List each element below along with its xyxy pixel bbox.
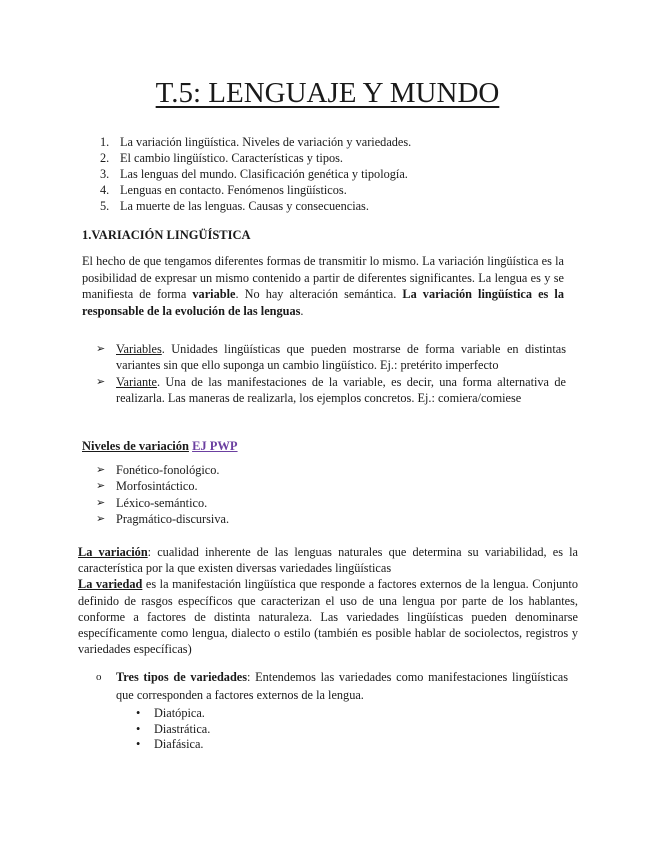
bullet-icon: •: [136, 721, 141, 736]
ej-pwp-link[interactable]: EJ PWP: [192, 439, 238, 453]
list-item: ➢ Variante. Una de las manifestaciones de la variable, es decir, una forma alternativa de realizarla. Las maneras de realizarla, los ejemplos concretos. Ej.: comiera/comiese: [96, 374, 566, 406]
bullet-icon: •: [136, 706, 141, 720]
toc-item: 1. La variación lingüística. Niveles de variación y variedades.: [100, 135, 412, 149]
arrow-bullet-icon: ➢: [96, 480, 106, 493]
niveles-list: [96, 462, 229, 528]
toc-item: 3. Las lenguas del mundo. Clasificación genética y tipología.: [100, 167, 408, 181]
definitions-paragraph: [78, 544, 578, 657]
list-item: • Diafásica.: [136, 737, 204, 752]
circle-bullet-icon: o: [96, 671, 102, 683]
list-item: ➢ Pragmático-discursiva.: [96, 512, 230, 527]
list-item: • Diastrática.: [136, 721, 211, 736]
arrow-bullet-icon: ➢: [96, 464, 106, 476]
list-item: ➢ Morfosintáctico.: [96, 479, 198, 494]
list-item: ➢ Léxico-semántico.: [96, 495, 208, 510]
arrow-bullet-icon: ➢: [96, 496, 106, 509]
toc-item: 4. Lenguas en contacto. Fenómenos lingüísticos.: [100, 183, 347, 197]
list-item: ➢ Fonético-fonológico.: [96, 463, 220, 477]
arrow-bullet-icon: ➢: [96, 513, 106, 526]
tres-tipos-item: o Tres tipos de variedades: Entendemos las variedades como manifestaciones lingüísticas que corresponden a factores externos de la lengua.: [96, 670, 569, 702]
toc-item: 2. El cambio lingüístico. Características y tipos.: [100, 151, 344, 165]
arrow-bullet-icon: ➢: [96, 343, 106, 355]
intro-paragraph: El hecho de que tengamos diferentes formas de transmitir lo mismo. La variación lingüística es la posibilidad de expresar un mismo contenido a partir de diferentes significantes. La lengua es y se manifiesta de forma variable. No hay alteración semántica. La variación lingüística es la responsable de la evolución de las lenguas.: [82, 254, 564, 318]
table-of-contents: [100, 134, 411, 214]
concept-list: [96, 341, 566, 407]
page-title: T.5: LENGUAJE Y MUNDO: [155, 77, 500, 109]
arrow-bullet-icon: ➢: [96, 375, 106, 388]
list-item: ➢ Variables. Unidades lingüísticas que pueden mostrarse de forma variable en distintas variantes sin que ello suponga un cambio lingüístico. Ej.: pretérito imperfecto: [96, 342, 566, 373]
variedades-list: [136, 706, 210, 753]
variedad-definition: La variedad es la manifestación lingüística que responde a factores externos de la lengua. Conjunto definido de rasgos específicos que caracterizan el uso de una lengua por parte de los hablantes, conforme a factores de distinta naturaleza. Las variedades lingüísticas pueden denominarse específicamente como lengua, dialecto o estilo (también es posible hablar de sociolectos, registros y variedades específicas): [78, 577, 578, 657]
toc-item: 5. La muerte de las lenguas. Causas y consecuencias.: [100, 199, 369, 213]
variacion-definition: La variación: cualidad inherente de las lenguas naturales que determina su variabilidad, es la característica por la que existen diversas variedades lingüísticas: [78, 545, 578, 576]
list-item: • Diatópica.: [136, 706, 205, 720]
niveles-heading: Niveles de variación EJ PWP: [82, 439, 238, 453]
section-heading: 1.VARIACIÓN LINGÜÍSTICA: [82, 228, 251, 242]
bullet-icon: •: [136, 737, 141, 752]
